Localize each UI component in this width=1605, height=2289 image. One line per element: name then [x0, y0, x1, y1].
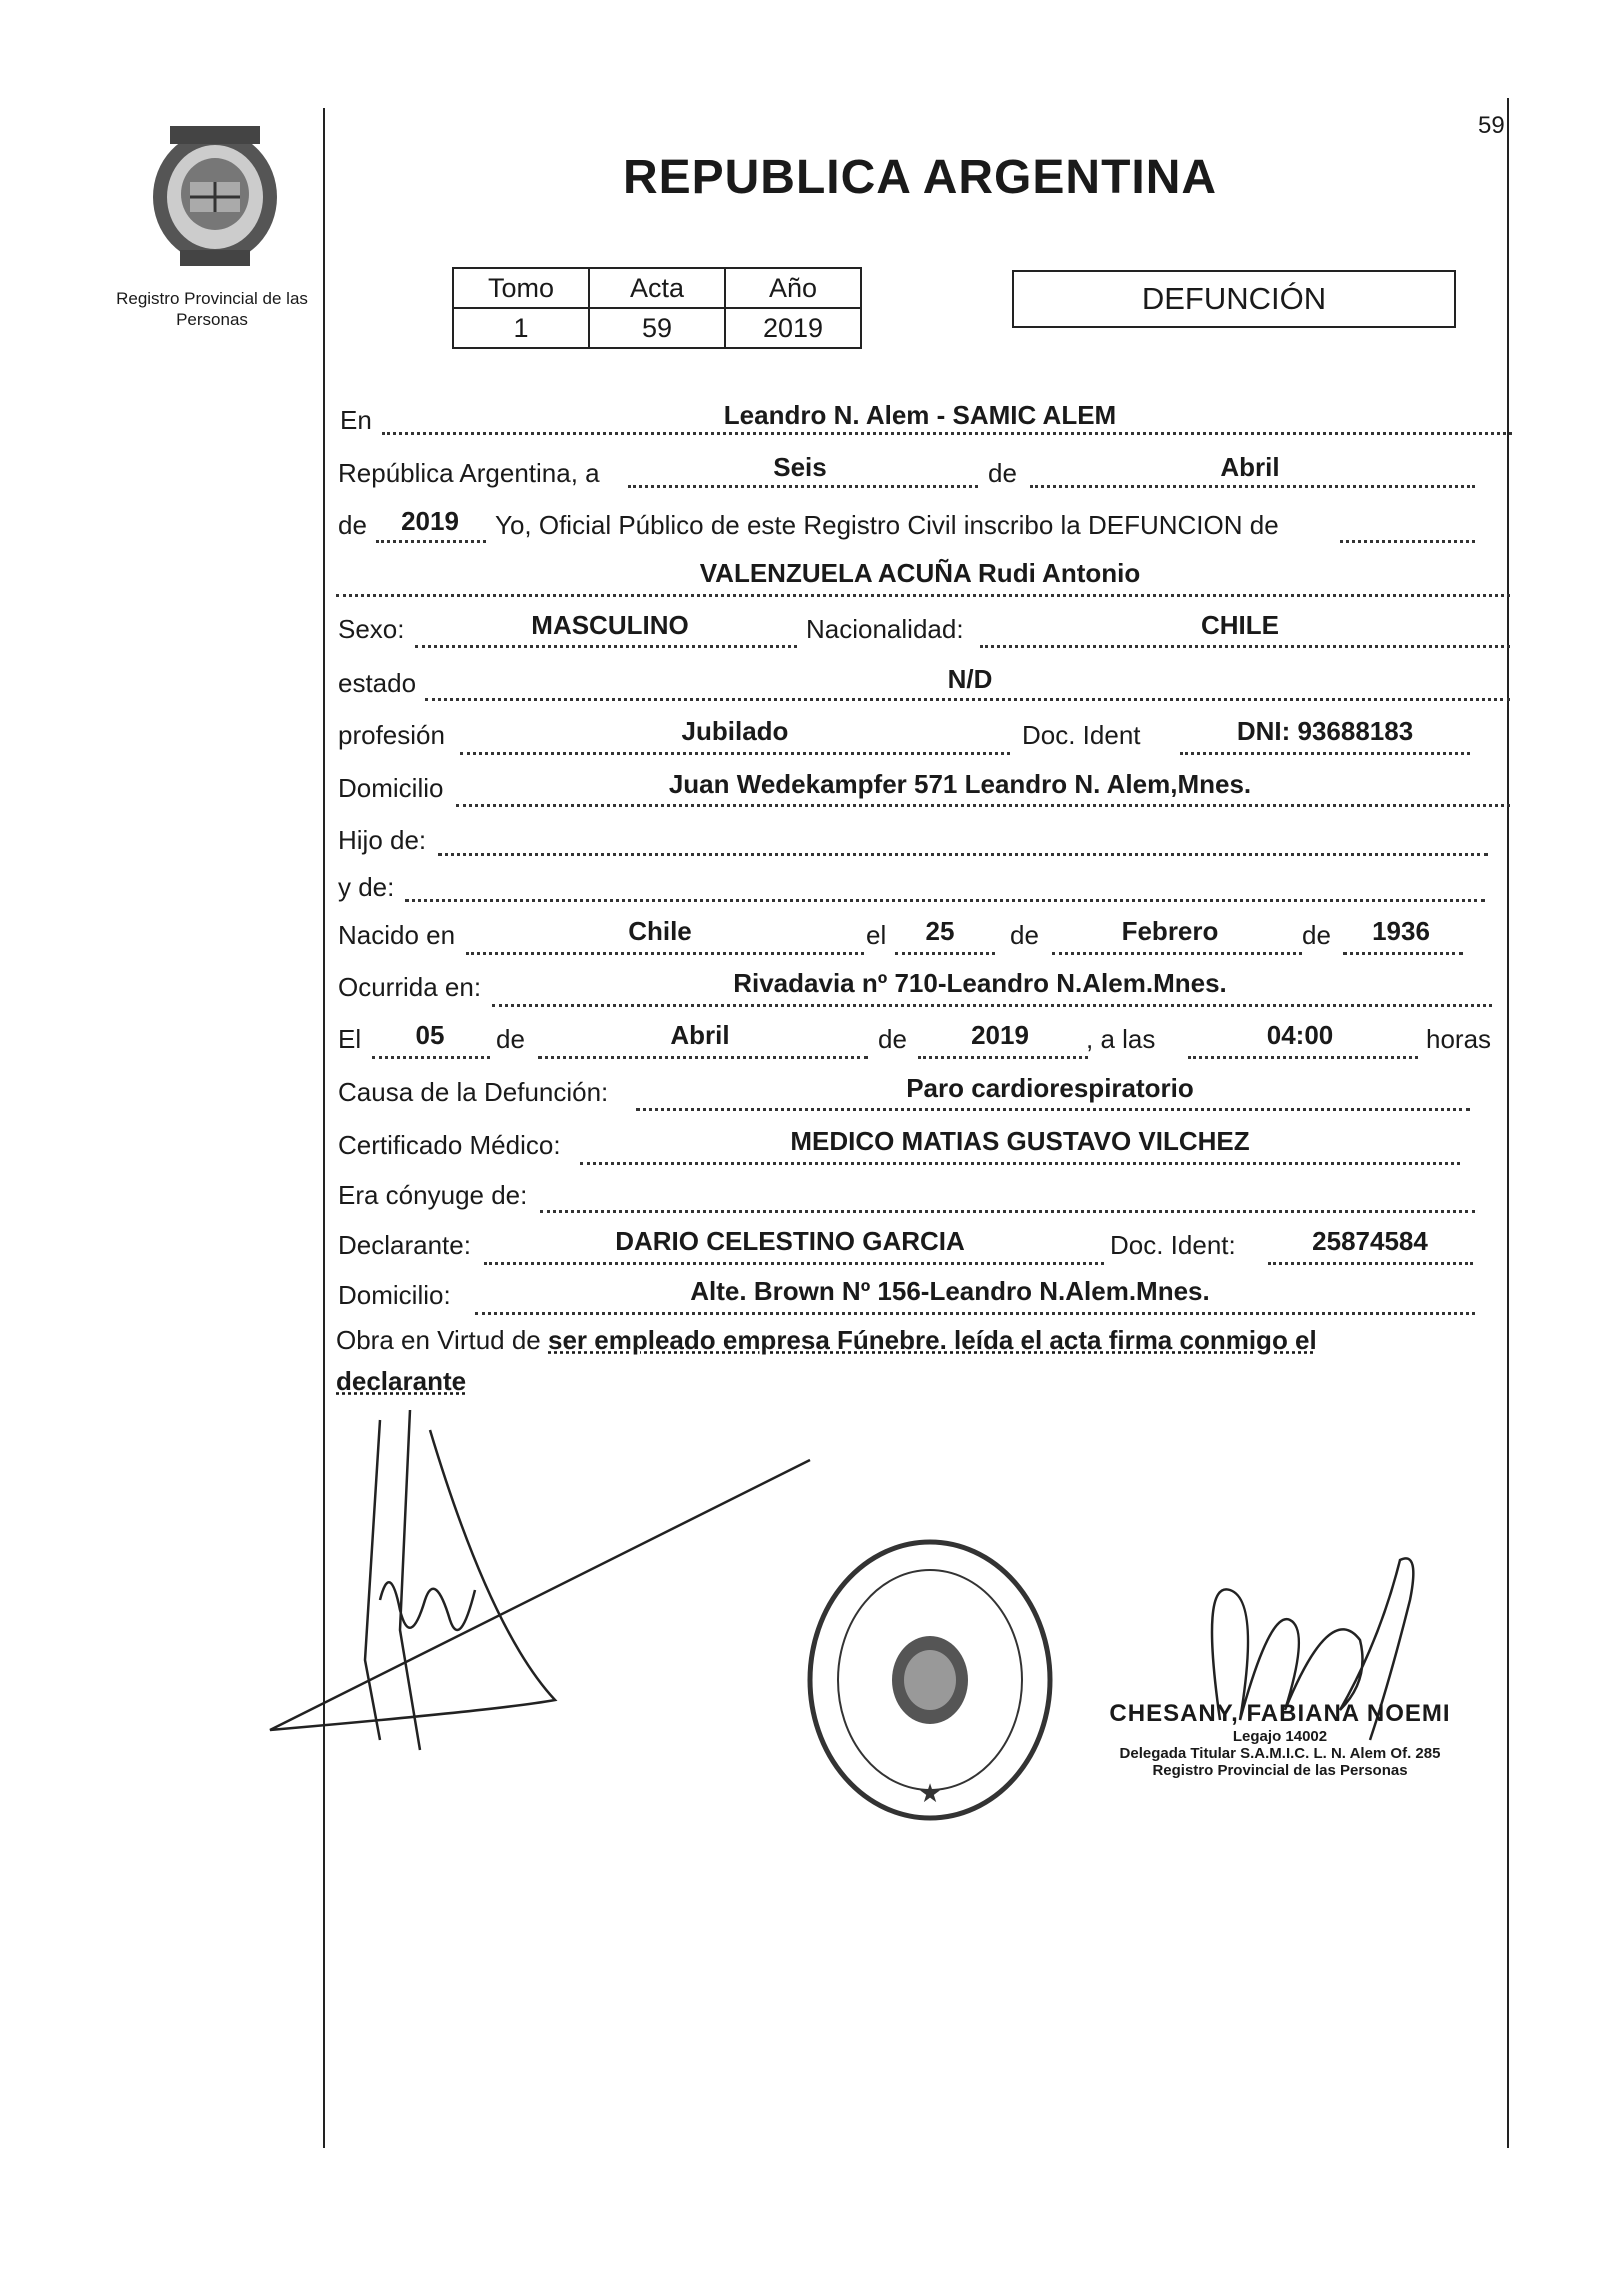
- label-el: El: [338, 1024, 362, 1054]
- value-declarante-doc: 25874584: [1312, 1226, 1428, 1256]
- label-de: de: [988, 458, 1017, 488]
- dotted-line: [540, 1210, 1475, 1213]
- official-legajo: Legajo 14002: [1232, 1728, 1328, 1745]
- label-de-nacido-mes: de: [1010, 920, 1039, 950]
- label-y-de: y de:: [338, 872, 395, 902]
- dotted-line: [636, 1108, 1470, 1111]
- misiones-coat-of-arms-logo: [140, 122, 290, 272]
- label-de-prefix: de: [338, 510, 367, 540]
- dotted-line: [580, 1162, 1460, 1165]
- label-era-conyuge: Era cónyuge de:: [338, 1180, 528, 1210]
- label-nacionalidad: Nacionalidad:: [806, 614, 964, 644]
- dotted-line: [336, 594, 1510, 597]
- value-nacido-anio: 1936: [1372, 916, 1430, 946]
- value-certificado: MEDICO MATIAS GUSTAVO VILCHEZ: [790, 1126, 1250, 1156]
- dotted-line: [382, 432, 1512, 435]
- anio-value: 2019: [725, 308, 861, 348]
- label-de-fecha-anio: de: [878, 1024, 907, 1054]
- value-ocurrida-lugar: Rivadavia nº 710-Leandro N.Alem.Mnes.: [733, 968, 1227, 998]
- label-causa: Causa de la Defunción:: [338, 1077, 609, 1107]
- value-domicilio: Juan Wedekampfer 571 Leandro N. Alem,Mnes.: [668, 769, 1252, 799]
- dotted-line: [1268, 1262, 1473, 1265]
- label-domicilio: Domicilio: [338, 773, 444, 803]
- anio-header: Año: [725, 268, 861, 308]
- tomo-value: 1: [453, 308, 589, 348]
- label-a-las: , a las: [1086, 1024, 1156, 1054]
- dotted-line: [372, 1056, 490, 1059]
- label-de-nacido-anio: de: [1302, 920, 1331, 950]
- dotted-line: [538, 1056, 868, 1059]
- official-name-block: [1060, 1700, 1500, 1779]
- value-nacido-dia: 25: [925, 916, 955, 946]
- label-de-fecha: de: [496, 1024, 525, 1054]
- value-fecha-dia: 05: [415, 1020, 445, 1050]
- dotted-line: [405, 899, 1485, 902]
- dotted-line: [1188, 1056, 1418, 1059]
- value-causa: Paro cardiorespiratorio: [906, 1073, 1194, 1103]
- value-sexo: MASCULINO: [531, 610, 689, 640]
- tomo-header: Tomo: [453, 268, 589, 308]
- dotted-line: [466, 952, 864, 955]
- dotted-line: [484, 1262, 1104, 1265]
- declarante-signature: [250, 1400, 870, 1780]
- value-obra-text: ser empleado empresa Fúnebre. leída el acta firma conmigo el: [548, 1325, 1317, 1355]
- svg-text:★: ★: [918, 1779, 942, 1809]
- value-fecha-mes: Abril: [670, 1020, 730, 1050]
- dotted-line: [415, 645, 797, 648]
- label-horas: horas: [1426, 1024, 1492, 1054]
- label-nacido-en: Nacido en: [338, 920, 456, 950]
- value-anio: 2019: [401, 506, 459, 536]
- value-profesion: Jubilado: [681, 716, 789, 746]
- official-cargo: Delegada Titular S.A.M.I.C. L. N. Alem Of. 285: [1119, 1745, 1441, 1762]
- label-el-nacido: el: [866, 920, 887, 950]
- obra-en-virtud-line: [336, 1325, 1506, 1356]
- dotted-line: [1340, 540, 1475, 543]
- dotted-line: [492, 1004, 1492, 1007]
- registro-provincial-label: Registro Provincial de las Personas: [116, 289, 308, 329]
- label-republica-a: República Argentina, a: [338, 458, 600, 488]
- label-obra-en-virtud: Obra en Virtud de: [336, 1325, 541, 1355]
- official-seal-stamp: [800, 1530, 1060, 1830]
- dotted-line: [456, 804, 1510, 807]
- dotted-line: [425, 698, 1510, 701]
- tomo-acta-anio-table: [452, 267, 862, 349]
- dotted-line: [460, 752, 1010, 755]
- label-hijo-de: Hijo de:: [338, 825, 427, 855]
- value-declarante-domicilio: Alte. Brown Nº 156-Leandro N.Alem.Mnes.: [690, 1276, 1210, 1306]
- value-nacido-mes: Febrero: [1121, 916, 1219, 946]
- label-doc-ident: Doc. Ident: [1022, 720, 1141, 750]
- value-nacido-lugar: Chile: [628, 916, 692, 946]
- page-number: 59: [1478, 112, 1505, 139]
- value-nacionalidad: CHILE: [1201, 610, 1279, 640]
- value-doc-ident: DNI: 93688183: [1236, 716, 1414, 746]
- dotted-line: [980, 645, 1510, 648]
- label-obra-continued: declarante: [336, 1366, 467, 1396]
- record-type-box: DEFUNCIÓN: [1012, 270, 1456, 328]
- label-ocurrida-en: Ocurrida en:: [338, 972, 482, 1002]
- dotted-line: [895, 952, 995, 955]
- label-sexo: Sexo:: [338, 614, 405, 644]
- label-profesion: profesión: [338, 720, 445, 750]
- dotted-line: [438, 853, 1488, 856]
- label-estado: estado: [338, 668, 417, 698]
- official-name: CHESANY, FABIANA NOEMI: [1109, 1700, 1451, 1727]
- official-registro: Registro Provincial de las Personas: [1152, 1762, 1408, 1779]
- dotted-line: [1030, 485, 1475, 488]
- label-declarante: Declarante:: [338, 1230, 471, 1260]
- value-hora: 04:00: [1266, 1020, 1334, 1050]
- dotted-line: [918, 1056, 1088, 1059]
- page-title: REPUBLICA ARGENTINA: [622, 151, 1218, 204]
- right-margin-line: [1507, 98, 1509, 2148]
- left-margin-line: [323, 108, 325, 2148]
- dotted-line: [628, 485, 978, 488]
- acta-value: 59: [589, 308, 725, 348]
- label-domicilio-declarante: Domicilio:: [338, 1280, 451, 1310]
- value-lugar: Leandro N. Alem - SAMIC ALEM: [723, 400, 1117, 430]
- label-certificado: Certificado Médico:: [338, 1130, 561, 1160]
- dotted-line: [376, 540, 486, 543]
- value-nombre-fallecido: VALENZUELA ACUÑA Rudi Antonio: [699, 558, 1141, 588]
- acta-header: Acta: [589, 268, 725, 308]
- dotted-line: [1343, 952, 1463, 955]
- dotted-line: [475, 1312, 1475, 1315]
- value-mes: Abril: [1220, 452, 1280, 482]
- label-en: En: [340, 405, 372, 435]
- value-fecha-anio: 2019: [971, 1020, 1029, 1050]
- label-yo-oficial: Yo, Oficial Público de este Registro Civil inscribo la DEFUNCION de: [495, 510, 1279, 540]
- label-doc-ident-declarante: Doc. Ident:: [1110, 1230, 1236, 1260]
- value-declarante: DARIO CELESTINO GARCIA: [615, 1226, 965, 1256]
- value-dia: Seis: [773, 452, 827, 482]
- value-estado: N/D: [947, 664, 993, 694]
- dotted-line: [1052, 952, 1302, 955]
- dotted-line: [1180, 752, 1470, 755]
